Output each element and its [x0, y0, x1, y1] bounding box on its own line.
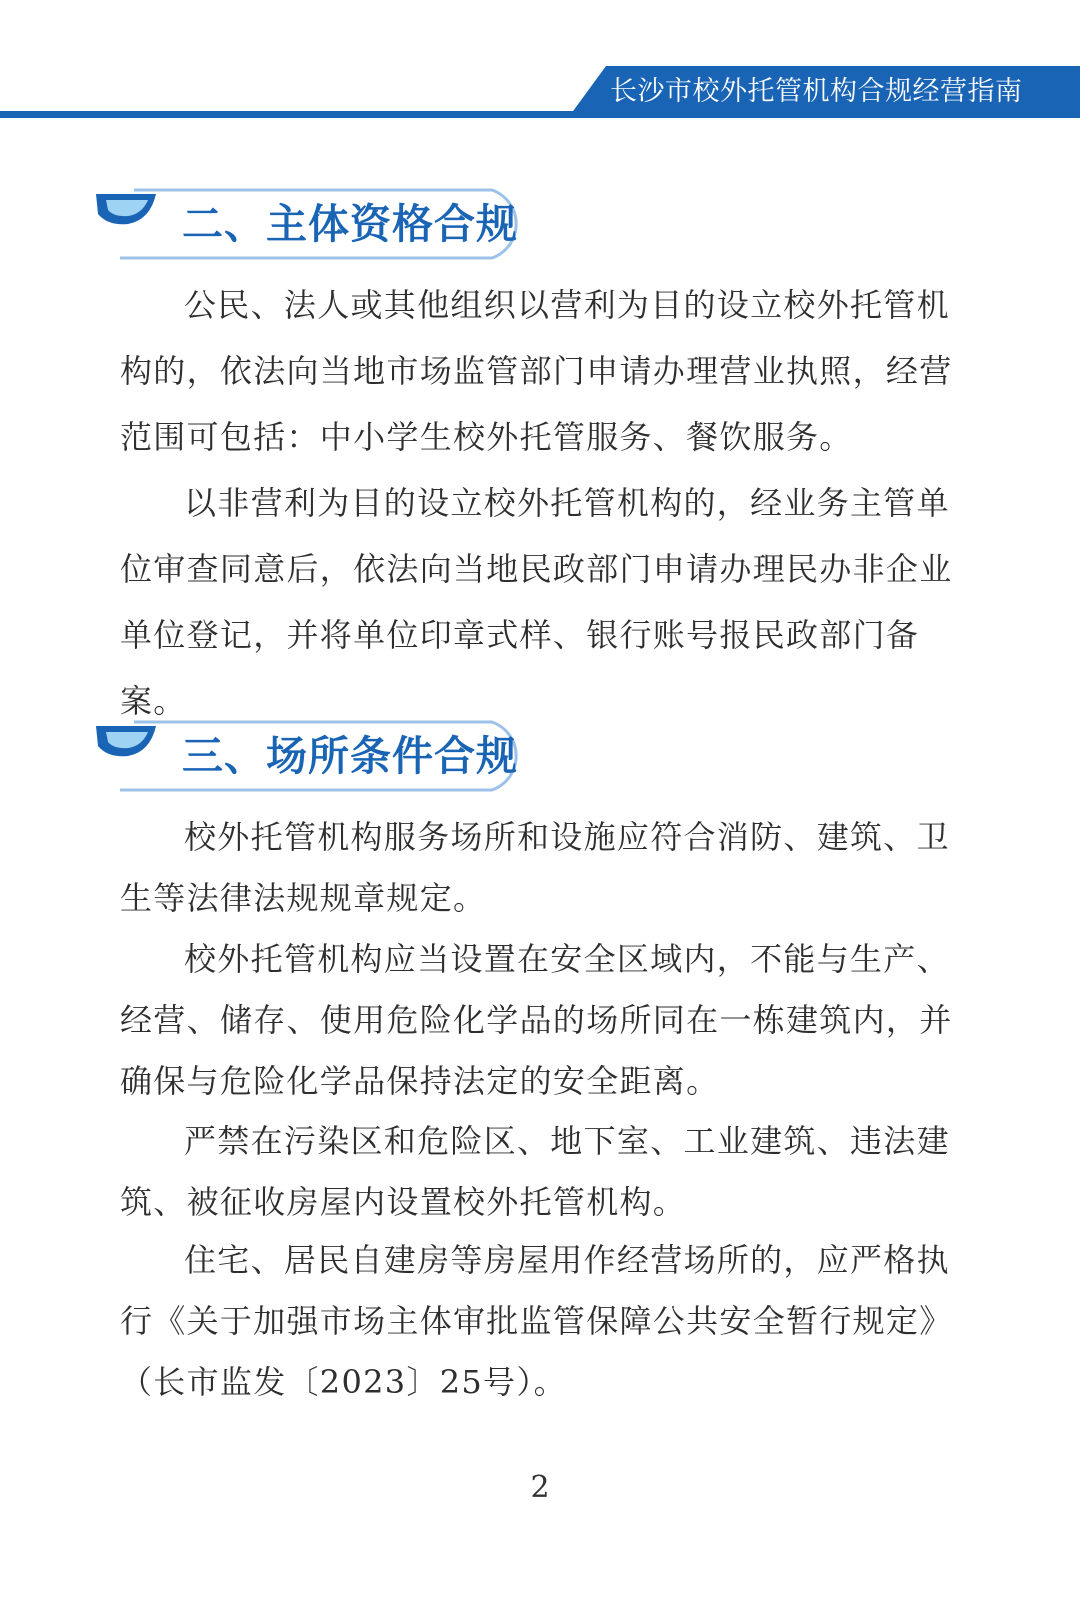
paragraph: 住宅、居民自建房等房屋用作经营场所的，应严格执行《关于加强市场主体审批监管保障公共安全暂行规定》（长市监发〔2023〕25号）。	[120, 1241, 953, 1401]
paragraph: 公民、法人或其他组织以营利为目的设立校外托管机构的，依法向当地市场监管部门申请办理营业执照，经营范围可包括：中小学生校外托管服务、餐饮服务。	[120, 286, 953, 456]
document-title: 长沙市校外托管机构合规经营指南	[610, 76, 1023, 107]
paragraph: 校外托管机构应当设置在安全区域内，不能与生产、经营、储存、使用危险化学品的场所同在一栋建筑内，并确保与危险化学品保持法定的安全距离。	[120, 940, 953, 1100]
section-title: 二、主体资格合规	[182, 200, 518, 248]
section-heading-premises	[94, 716, 554, 796]
page-number: 2	[530, 1470, 550, 1505]
paragraph: 严禁在污染区和危险区、地下室、工业建筑、违法建筑、被征收房屋内设置校外托管机构。	[120, 1122, 950, 1221]
section-title: 三、场所条件合规	[182, 732, 518, 780]
section-heading-qualification	[94, 184, 554, 264]
paragraph: 以非营利为目的设立校外托管机构的，经业务主管单位审查同意后，依法向当地民政部门申请办理民办非企业单位登记，并将单位印章式样、银行账号报民政部门备案。	[120, 484, 953, 720]
paragraph: 校外托管机构服务场所和设施应符合消防、建筑、卫生等法律法规规章规定。	[120, 818, 950, 917]
